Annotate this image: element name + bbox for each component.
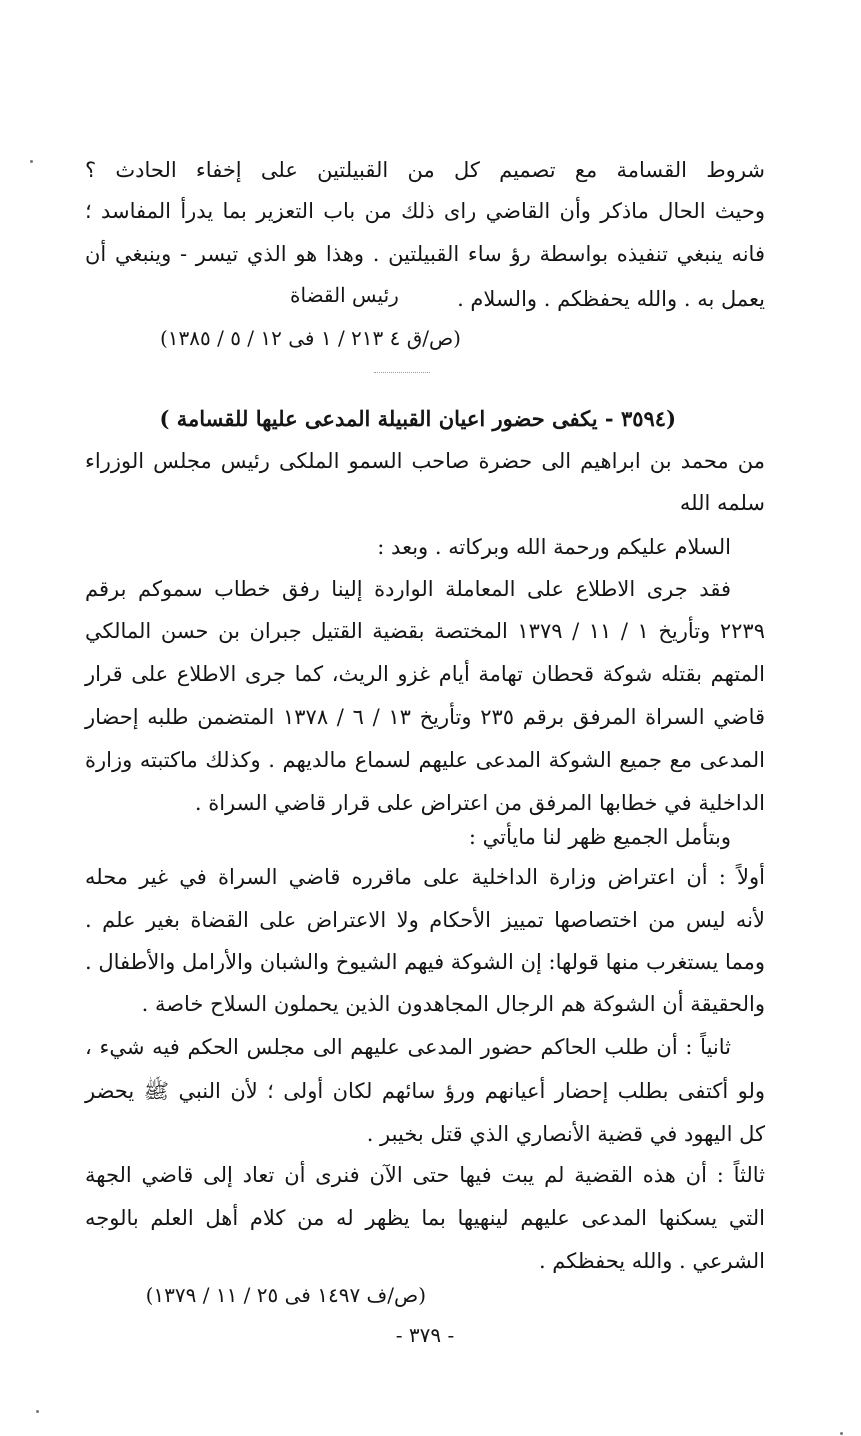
text-line: يعمل به . والله يحفظكم . والسلام . <box>457 287 765 311</box>
section-divider <box>374 372 430 373</box>
address-line: سلمه الله <box>679 491 765 515</box>
scan-speck <box>36 1410 39 1413</box>
reference-citation: (ص/ف ١٤٩٧ فى ٢٥ / ١١ / ١٣٧٩) <box>145 1283 426 1307</box>
text-line: والحقيقة أن الشوكة هم الرجال المجاهدون الذين يحملون السلاح خاصة . <box>141 992 765 1016</box>
text-line: ولو أكتفى بطلب إحضار أعيانهم ورؤ سائهم لكان أولى ؛ لأن النبي ﷺ يحضر <box>85 1079 765 1103</box>
text-line: وبتأمل الجميع ظهر لنا مايأتي : <box>468 825 731 849</box>
text-line: وحيث الحال ماذكر وأن القاضي راى ذلك من باب التعزير بما يدرأ المفاسد ؛ <box>85 199 765 223</box>
address-line: من محمد بن ابراهيم الى حضرة صاحب السمو الملكى رئيس مجلس الوزراء <box>85 449 765 473</box>
text-line: فانه ينبغي تنفيذه بواسطة رؤ ساء القبيلتين . وهذا هو الذي تيسر - وينبغي أن <box>85 242 765 266</box>
text-line: فقد جرى الاطلاع على المعاملة الواردة إلينا رفق خطاب سموكم برقم <box>85 577 731 601</box>
text-line: المدعى مع جميع الشوكة المدعى عليهم لسماع مالديهم . وكذلك ماكتبته وزارة <box>85 748 765 772</box>
text-line: ثانياً : أن طلب الحاكم حضور المدعى عليهم الى مجلس الحكم فيه شيء ، <box>85 1035 731 1059</box>
text-line: كل اليهود في قضية الأنصاري الذي قتل بخيبر . <box>366 1122 765 1146</box>
text-line: ثالثاً : أن هذه القضية لم يبت فيها حتى الآن فنرى أن تعاد إلى قاضي الجهة <box>85 1163 765 1187</box>
text-line: المتهم بقتله شوكة قحطان تهامة أيام غزو الريث، كما جرى الاطلاع على قرار <box>85 662 765 686</box>
scan-speck <box>30 160 33 163</box>
page-number: - ٣٧٩ - <box>395 1323 455 1347</box>
text-line: الداخلية في خطابها المرفق من اعتراض على قرار قاضي السراة . <box>194 791 765 815</box>
text-line: شروط القسامة مع تصميم كل من القبيلتين على إخفاء الحادث ؟ <box>85 158 765 182</box>
greeting-line: السلام عليكم ورحمة الله وبركاته . وبعد : <box>377 535 731 559</box>
scan-speck <box>840 1432 843 1435</box>
text-line: التي يسكنها المدعى عليهم لينهيها بما يظهر له من كلام أهل العلم بالوجه <box>85 1206 765 1230</box>
reference-citation: (ص/ق ٤ ٢١٣ / ١ فى ١٢ / ٥ / ١٣٨٥) <box>159 326 461 350</box>
signature-title: رئيس القضاة <box>290 283 399 307</box>
text-line: ومما يستغرب منها قولها: إن الشوكة فيهم الشيوخ والشبان والأرامل والأطفال . <box>85 950 765 974</box>
section-heading: (٣٥٩٤ - يكفى حضور اعيان القبيلة المدعى عليها للقسامة ) <box>159 406 676 431</box>
text-line: أولاً : أن اعتراض وزارة الداخلية على ماقرره قاضي السراة في غير محله <box>85 865 765 889</box>
text-line: ٢٢٣٩ وتأريخ ١ / ١١ / ١٣٧٩ المختصة بقضية القتيل جبران بن حسن المالكي <box>85 619 765 643</box>
text-line: قاضي السراة المرفق برقم ٢٣٥ وتأريخ ١٣ / ٦ / ١٣٧٨ المتضمن طلبه إحضار <box>85 705 766 729</box>
text-line: لأنه ليس من اختصاصها تمييز الأحكام ولا الاعتراض على القضاة بغير علم . <box>85 908 765 932</box>
text-line: الشرعي . والله يحفظكم . <box>538 1249 765 1273</box>
